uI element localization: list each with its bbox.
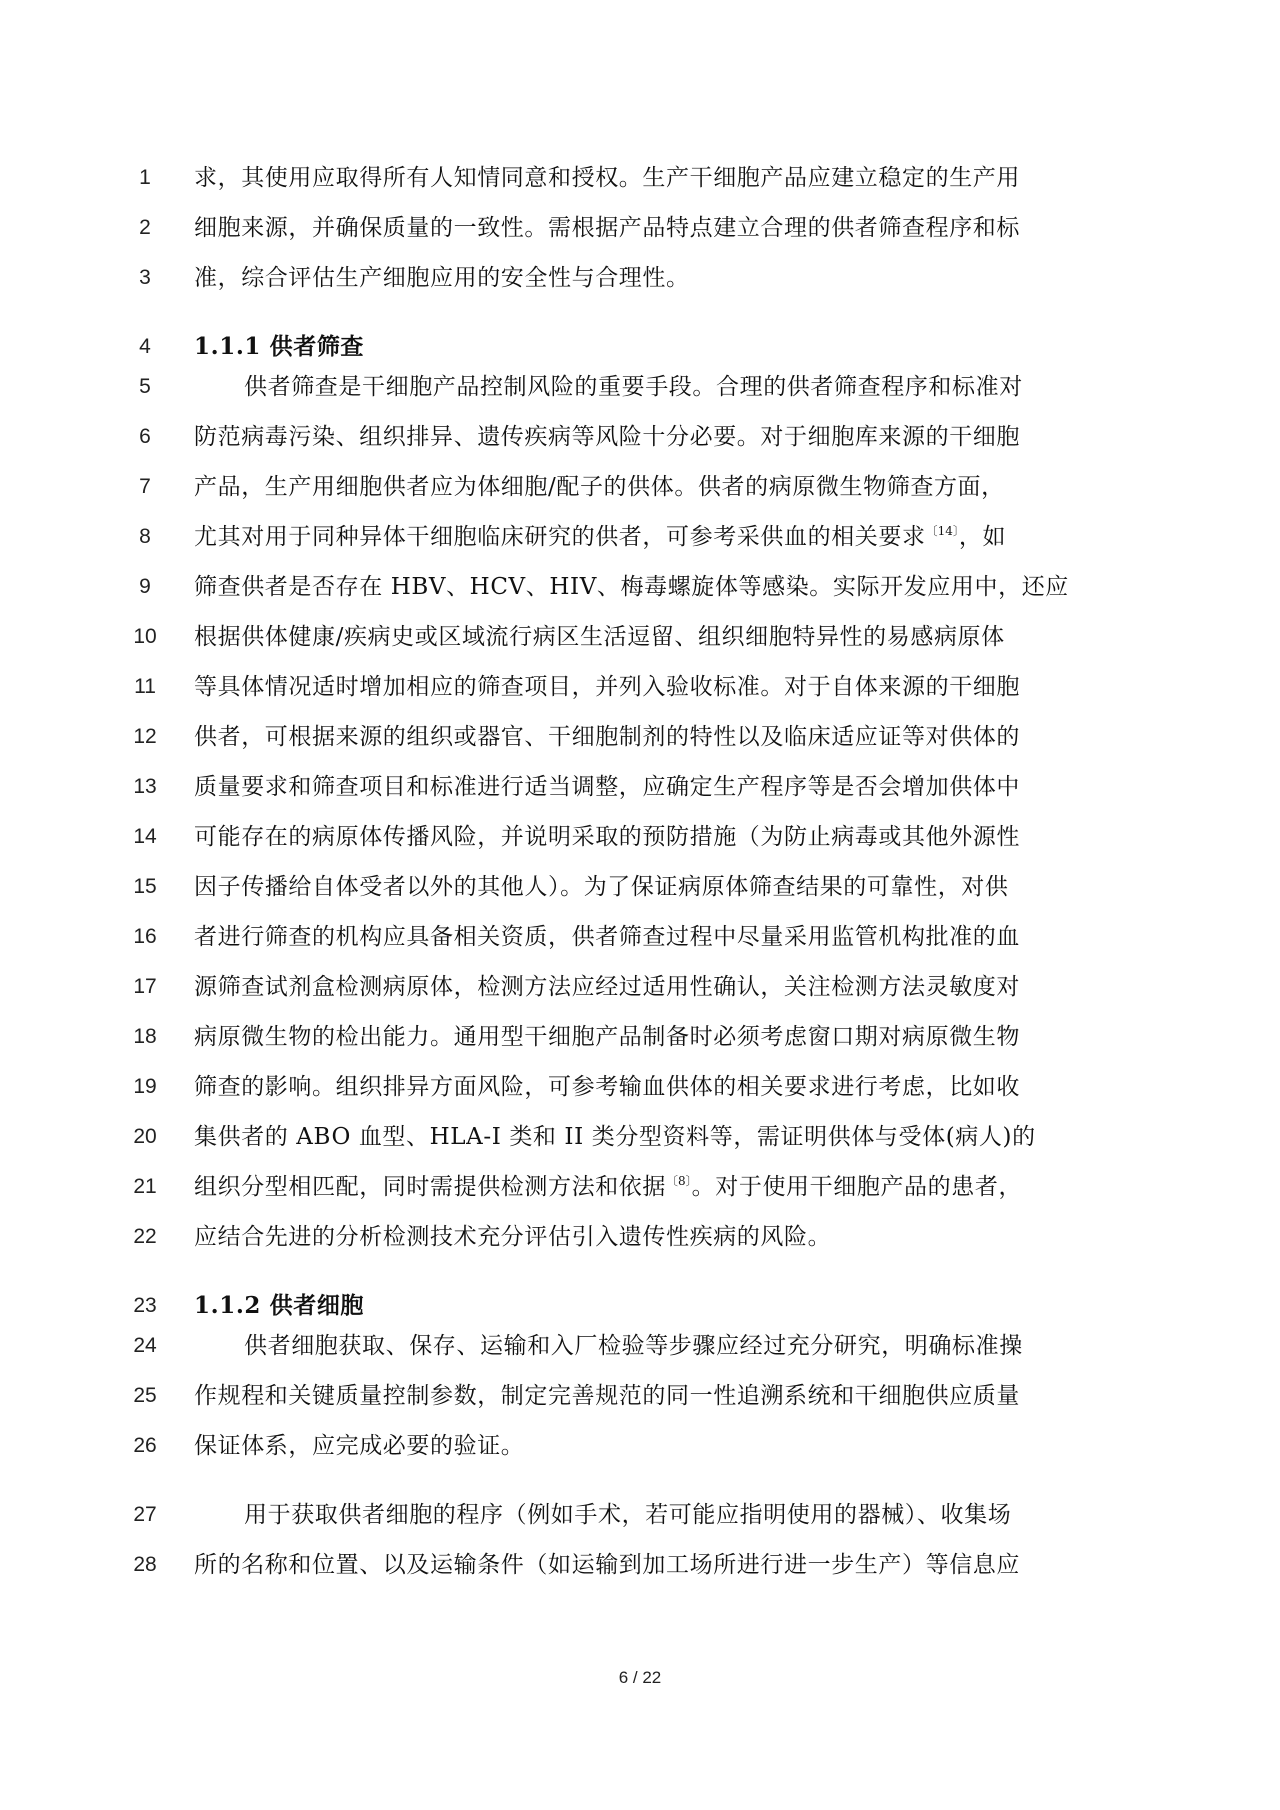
text-line <box>0 1212 1280 1262</box>
text-line <box>0 912 1280 962</box>
line-number: 14 <box>133 825 157 848</box>
line-text: 产品，生产用细胞供者应为体细胞/配子的供体。供者的病原微生物筛查方面， <box>194 474 1005 500</box>
line-text: 筛查供者是否存在 HBV、HCV、HIV、梅毒螺旋体等感染。实际开发应用中，还应 <box>194 574 1069 600</box>
line-text-tail: 。对于使用干细胞产品的患者， <box>691 1174 1023 1200</box>
text-line <box>0 1371 1280 1421</box>
line-text: 保证体系，应完成必要的验证。 <box>194 1433 525 1459</box>
line-text: 可能存在的病原体传播风险，并说明采取的预防措施（为防止病毒或其他外源性 <box>194 824 1020 850</box>
line-text <box>194 512 1094 562</box>
line-text: 应结合先进的分析检测技术充分评估引入遗传性疾病的风险。 <box>194 1224 832 1250</box>
line-number: 23 <box>133 1294 157 1317</box>
text-line <box>0 1490 1280 1540</box>
text-line <box>0 153 1280 203</box>
line-number: 20 <box>133 1125 157 1148</box>
line-number: 11 <box>134 675 156 698</box>
line-number: 17 <box>133 975 157 998</box>
citation-ref: 〔14〕 <box>925 524 959 538</box>
line-text: 病原微生物的检出能力。通用型干细胞产品制备时必须考虑窗口期对病原微生物 <box>194 1024 1020 1050</box>
line-text: 准，综合评估生产细胞应用的安全性与合理性。 <box>194 265 690 291</box>
text-line <box>0 712 1280 762</box>
line-number: 21 <box>133 1175 157 1198</box>
line-text: 筛查的影响。组织排异方面风险，可参考输血供体的相关要求进行考虑，比如收 <box>194 1074 1020 1100</box>
line-text: 作规程和关键质量控制参数，制定完善规范的同一性追溯系统和干细胞供应质量 <box>194 1383 1020 1409</box>
text-line <box>0 762 1280 812</box>
line-text-main: 尤其对用于同种异体干细胞临床研究的供者，可参考采供血的相关要求 <box>194 524 926 550</box>
line-number: 19 <box>133 1075 157 1098</box>
text-line <box>0 462 1280 512</box>
text-line <box>0 412 1280 462</box>
citation-ref: 〔8〕 <box>666 1174 692 1188</box>
line-number: 25 <box>133 1384 157 1407</box>
line-text: 等具体情况适时增加相应的筛查项目，并列入验收标准。对于自体来源的干细胞 <box>194 674 1020 700</box>
line-number: 4 <box>139 335 151 358</box>
text-line <box>0 253 1280 303</box>
line-number: 7 <box>139 475 151 498</box>
text-line <box>0 662 1280 712</box>
line-text: 所的名称和位置、以及运输条件（如运输到加工场所进行进一步生产）等信息应 <box>194 1552 1020 1578</box>
text-line <box>0 203 1280 253</box>
line-text: 源筛查试剂盒检测病原体，检测方法应经过适用性确认，关注检测方法灵敏度对 <box>194 974 1020 1000</box>
line-number: 24 <box>133 1334 157 1357</box>
line-number: 6 <box>139 425 151 448</box>
line-text: 求，其使用应取得所有人知情同意和授权。生产干细胞产品应建立稳定的生产用 <box>194 165 1020 191</box>
text-line <box>0 1012 1280 1062</box>
line-number: 9 <box>139 575 151 598</box>
text-line <box>0 1421 1280 1471</box>
text-line <box>0 862 1280 912</box>
text-line <box>0 1062 1280 1112</box>
text-line <box>0 1112 1280 1162</box>
line-text: 因子传播给自体受者以外的其他人）。为了保证病原体筛查结果的可靠性，对供 <box>194 874 1009 900</box>
line-text: 供者细胞获取、保存、运输和入厂检验等步骤应经过充分研究，明确标准操 <box>244 1333 1023 1359</box>
line-text-main: 组织分型相匹配，同时需提供检测方法和依据 <box>194 1174 666 1200</box>
text-line <box>0 1321 1280 1371</box>
heading-text: 1.1.2 供者细胞 <box>194 1292 365 1319</box>
line-number: 12 <box>133 725 157 748</box>
line-text: 质量要求和筛查项目和标准进行适当调整，应确定生产程序等是否会增加供体中 <box>194 774 1020 800</box>
line-number: 26 <box>133 1434 157 1457</box>
line-text: 供者筛查是干细胞产品控制风险的重要手段。合理的供者筛查程序和标准对 <box>244 374 1023 400</box>
line-text: 者进行筛查的机构应具备相关资质，供者筛查过程中尽量采用监管机构批准的血 <box>194 924 1020 950</box>
line-number: 1 <box>139 166 151 189</box>
line-number: 3 <box>139 266 151 289</box>
line-number: 5 <box>139 375 151 398</box>
line-number: 28 <box>133 1553 157 1576</box>
text-line <box>0 812 1280 862</box>
line-text: 供者，可根据来源的组织或器官、干细胞制剂的特性以及临床适应证等对供体的 <box>194 724 1020 750</box>
line-text <box>194 1162 1094 1212</box>
text-line <box>0 362 1280 412</box>
text-line <box>0 562 1280 612</box>
line-number: 8 <box>139 525 151 548</box>
text-line <box>0 1162 1280 1212</box>
line-number: 18 <box>133 1025 157 1048</box>
text-line <box>0 612 1280 662</box>
line-text: 防范病毒污染、组织排异、遗传疾病等风险十分必要。对于细胞库来源的干细胞 <box>194 424 1020 450</box>
text-line <box>0 962 1280 1012</box>
line-number: 27 <box>133 1503 157 1526</box>
line-number: 22 <box>133 1225 157 1248</box>
page-number: 6 / 22 <box>618 1668 662 1687</box>
line-text-tail: ，如 <box>958 524 1007 550</box>
line-text: 细胞来源，并确保质量的一致性。需根据产品特点建立合理的供者筛查程序和标 <box>194 215 1020 241</box>
text-line <box>0 1540 1280 1590</box>
line-text: 用于获取供者细胞的程序（例如手术，若可能应指明使用的器械）、收集场 <box>244 1502 1012 1528</box>
line-number: 16 <box>133 925 157 948</box>
line-number: 10 <box>133 625 157 648</box>
line-number: 2 <box>139 216 151 239</box>
line-number: 15 <box>133 875 157 898</box>
line-text: 根据供体健康/疾病史或区域流行病区生活逗留、组织细胞特异性的易感病原体 <box>194 624 1005 650</box>
text-line <box>0 512 1280 562</box>
line-number: 13 <box>133 775 157 798</box>
heading-text: 1.1.1 供者筛查 <box>194 333 365 360</box>
line-text: 集供者的 ABO 血型、HLA-I 类和 II 类分型资料等，需证明供体与受体(病人)的 <box>194 1124 1036 1150</box>
